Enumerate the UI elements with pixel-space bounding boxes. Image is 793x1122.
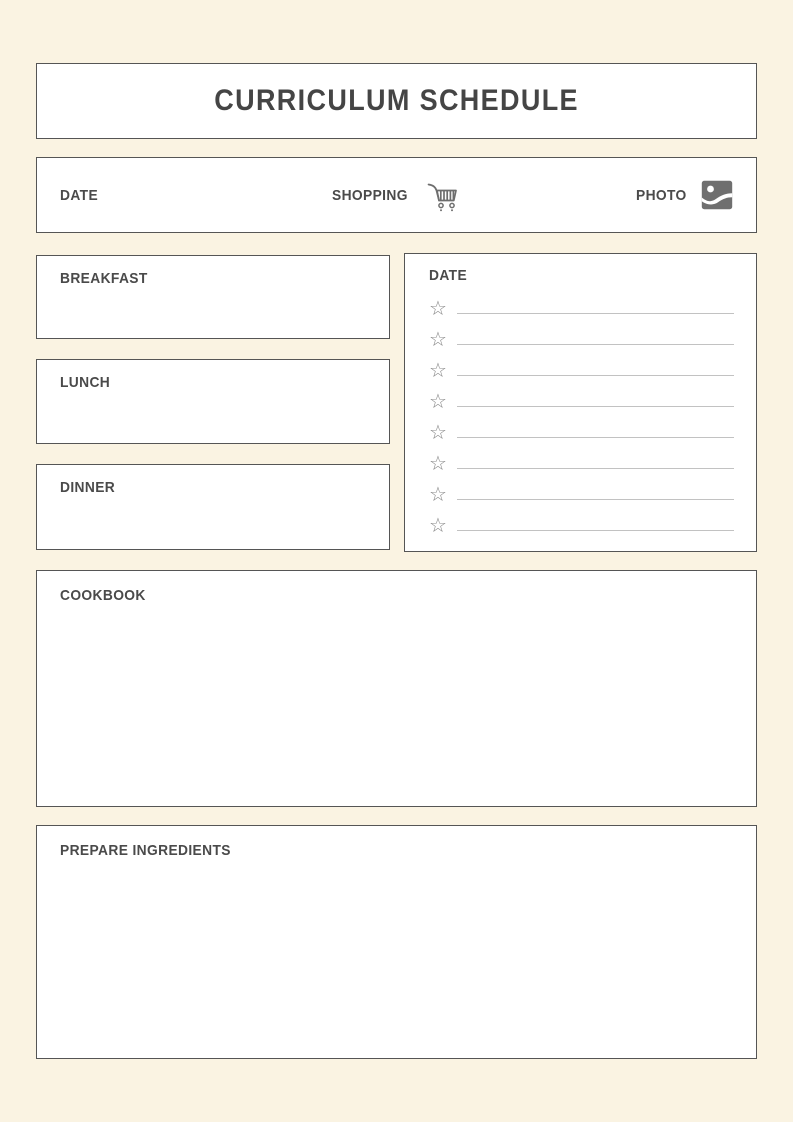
date-list-row: [429, 349, 734, 380]
star-outline-icon: ☆: [429, 420, 447, 444]
fill-in-line: [457, 437, 734, 438]
dinner-box: [36, 464, 390, 550]
breakfast-box: [36, 255, 390, 339]
star-outline-icon: ☆: [429, 358, 447, 382]
date-list-row: [429, 318, 734, 349]
cookbook-label: COOKBOOK: [60, 587, 146, 604]
shopping-field: [332, 178, 461, 213]
lunch-label: LUNCH: [60, 374, 111, 391]
prepare-ingredients-label: PREPARE INGREDIENTS: [60, 842, 231, 859]
star-outline-icon: ☆: [429, 296, 447, 320]
fill-in-line: [457, 530, 734, 531]
photo-field: [461, 180, 733, 210]
breakfast-label: BREAKFAST: [60, 270, 148, 287]
photo-image-icon: [701, 180, 733, 210]
date-list-row: [429, 504, 734, 535]
shopping-cart-icon: [424, 178, 461, 213]
fill-in-line: [457, 344, 734, 345]
date-list-row: [429, 442, 734, 473]
date-list-label: DATE: [429, 267, 468, 284]
date-label: DATE: [60, 186, 99, 204]
title-box: [36, 63, 757, 139]
star-outline-icon: ☆: [429, 389, 447, 413]
date-list-row: [429, 287, 734, 318]
fill-in-line: [457, 313, 734, 314]
star-outline-icon: ☆: [429, 451, 447, 475]
dinner-label: DINNER: [60, 479, 116, 496]
star-outline-icon: ☆: [429, 482, 447, 506]
date-list-rows: [429, 287, 734, 535]
info-row: [36, 157, 757, 233]
date-list-row: [429, 380, 734, 411]
fill-in-line: [457, 499, 734, 500]
date-list-row: [429, 411, 734, 442]
fill-in-line: [457, 375, 734, 376]
star-outline-icon: ☆: [429, 327, 447, 351]
shopping-label: SHOPPING: [331, 186, 408, 204]
lunch-box: [36, 359, 390, 444]
fill-in-line: [457, 468, 734, 469]
date-list-row: [429, 473, 734, 504]
page-title: CURRICULUM SCHEDULE: [214, 84, 579, 117]
cookbook-box: [36, 570, 757, 807]
date-list-box: [404, 253, 757, 552]
star-outline-icon: ☆: [429, 513, 447, 537]
photo-label: PHOTO: [635, 186, 687, 204]
date-field: [60, 187, 332, 204]
prepare-ingredients-box: [36, 825, 757, 1059]
fill-in-line: [457, 406, 734, 407]
